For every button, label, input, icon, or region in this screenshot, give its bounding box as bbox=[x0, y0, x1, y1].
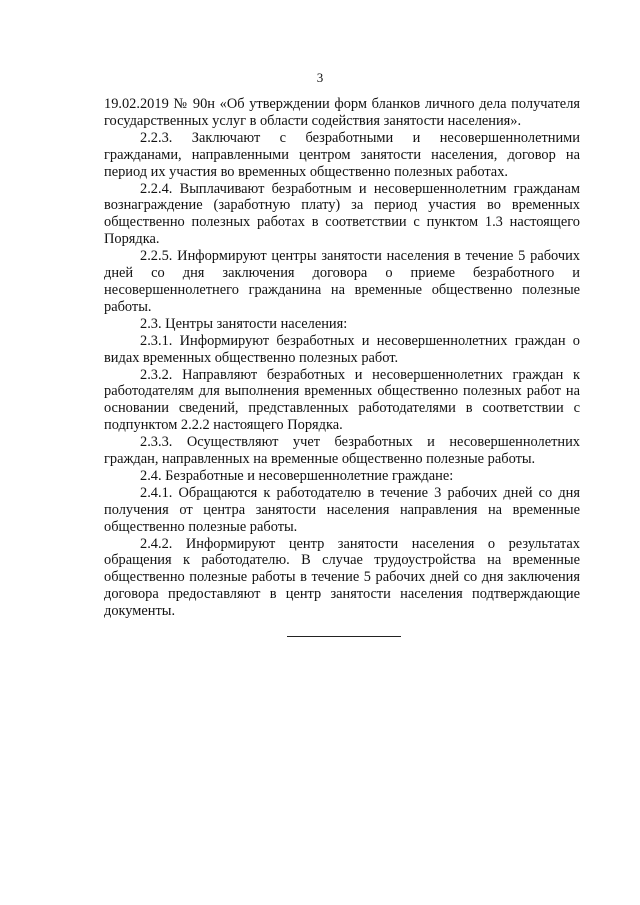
end-divider-line bbox=[287, 636, 401, 637]
paragraph-2-4-2: 2.4.2. Информируют центр занятости населения о результатах обращения к работодателю. В случае трудоустройства на временные общественно полезные работы в течение 5 рабочих дней со дня заключения договора предоставляют в центр занятости населения подтверждающие документы. bbox=[104, 535, 580, 620]
paragraph-2-3-heading: 2.3. Центры занятости населения: bbox=[140, 315, 348, 332]
document-body bbox=[104, 96, 580, 620]
paragraph-2-4-heading: 2.4. Безработные и несовершеннолетние граждане: bbox=[140, 467, 454, 484]
paragraph-2-3-3: 2.3.3. Осуществляют учет безработных и несовершеннолетних граждан, направленных на временные общественно полезные работы. bbox=[104, 434, 580, 468]
paragraph-2-3-2: 2.3.2. Направляют безработных и несовершеннолетних граждан к работодателям для выполнения временных общественно полезных работ на основании сведений, представленных работодателями в соответствии с подпунктом 2.2.2 настоящего Порядка. bbox=[104, 366, 580, 434]
paragraph-2-2-3: 2.2.3. Заключают с безработными и несовершеннолетними гражданами, направленными центром занятости населения, договор на период их участия во временных общественно полезных работах. bbox=[104, 129, 580, 180]
paragraph-2-3-1: 2.3.1. Информируют безработных и несовершеннолетних граждан о видах временных общественно полезных работ. bbox=[104, 332, 580, 366]
page-number: 3 bbox=[316, 70, 324, 85]
paragraph-2-4-1: 2.4.1. Обращаются к работодателю в течение 3 рабочих дней со дня получения от центра занятости населения направления на временные общественно полезные работы. bbox=[104, 484, 580, 535]
paragraph-order-reference: 19.02.2019 № 90н «Об утверждении форм бланков личного дела получателя государственных услуг в области содействия занятости населения». bbox=[104, 96, 580, 129]
paragraph-2-2-4: 2.2.4. Выплачивают безработным и несовершеннолетним гражданам вознаграждение (заработную плату) за период участия во временных общественно полезных работах в соответствии с пунктом 1.3 настоящего Порядка. bbox=[104, 180, 580, 248]
paragraph-2-2-5: 2.2.5. Информируют центры занятости населения в течение 5 рабочих дней со дня заключения договора о приеме безработного и несовершеннолетнего гражданина на временные общественно полезные работы. bbox=[104, 248, 580, 315]
